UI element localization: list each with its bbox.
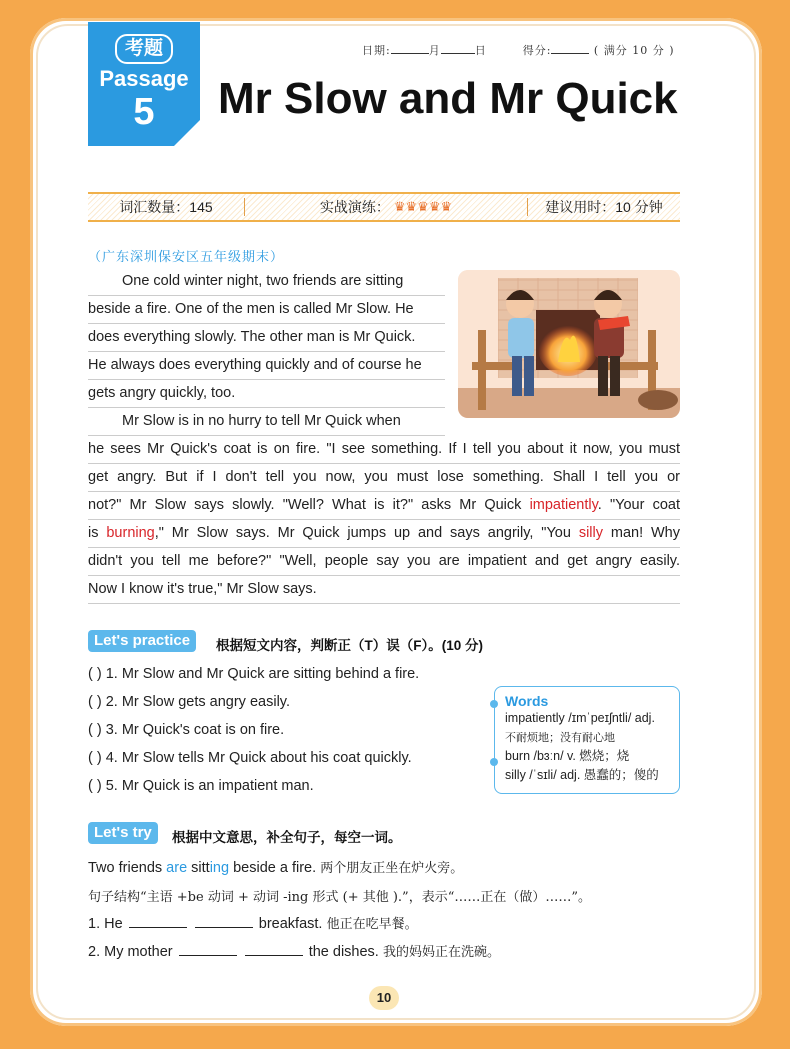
text-span: 1. He <box>88 916 123 932</box>
difficulty <box>244 198 528 216</box>
passage-line: gets angry quickly, too. <box>88 380 445 408</box>
vocab-silly: silly <box>578 525 603 541</box>
text-span: . "Your coat <box>597 497 680 513</box>
info-bar <box>88 192 680 222</box>
text-span: breakfast. <box>258 916 323 932</box>
date-score-line <box>362 42 675 58</box>
text-span: 2. My mother <box>88 944 173 960</box>
passage-line: Now I know it's true," Mr Slow says. <box>88 576 680 604</box>
full-marks: ( 满分 10 分 ) <box>593 44 675 57</box>
month-blank <box>391 44 429 54</box>
practice-tag: Let's practice <box>88 630 196 652</box>
month-label: 月 <box>428 44 441 57</box>
word-impatiently: impatiently /ɪmˈpeɪʃntli/ adj. <box>505 711 655 725</box>
try-instruction: 根据中文意思，补全句子，每空一词。 <box>172 830 402 845</box>
day-label: 日 <box>474 44 487 57</box>
question-4[interactable]: ( ) 4. Mr Slow tells Mr Quick about his coat quickly. <box>88 750 412 766</box>
bullet-dot-icon <box>490 700 498 708</box>
practice-label: 实战演练： <box>319 199 390 215</box>
vocab-impatiently: impatiently <box>529 497 598 513</box>
passage-line: get angry. But if I don't tell you now, you must lose something. Shall I tell you or <box>88 464 680 492</box>
question-1[interactable]: ( ) 1. Mr Slow and Mr Quick are sitting behind a fire. <box>88 666 420 682</box>
practice-instruction: 根据短文内容，判断正（T）误（F）。(10 分) <box>216 638 484 653</box>
word-impatiently-cn: 不耐烦地；没有耐心地 <box>505 731 615 744</box>
passage-wide <box>88 408 680 604</box>
badge-label: 考题 <box>115 34 173 64</box>
passage-line: He always does everything quickly and of course he <box>88 352 445 380</box>
word-count: 词汇数量：145 <box>119 199 213 215</box>
fill-question-2 <box>88 941 500 960</box>
passage-line: he sees Mr Quick's coat is on fire. "I see something. If I tell you about it now, you must <box>88 436 680 464</box>
bullet-dot-icon <box>490 758 498 766</box>
try-tag: Let's try <box>88 822 158 844</box>
source-note: （广东深圳保安区五年级期末） <box>88 250 285 265</box>
words-box <box>494 686 680 794</box>
answer-blank[interactable] <box>129 916 187 928</box>
text-span: not?" Mr Slow says slowly. "Well? What is it?" asks Mr Quick <box>88 497 530 513</box>
crown-icon: ♛♛♛♛♛ <box>393 199 453 214</box>
passage-line: One cold winter night, two friends are sitting <box>88 268 445 296</box>
fill-question-1 <box>88 913 418 932</box>
score-blank <box>551 44 589 54</box>
question-translation: 我的妈妈正在洗碗。 <box>378 945 500 960</box>
badge-number: 5 <box>133 91 155 133</box>
text-span: man! Why <box>602 525 680 541</box>
highlight-ing: ing <box>209 860 230 876</box>
passage-line: does everything slowly. The other man is Mr Quick. <box>88 324 445 352</box>
word-silly: silly /ˈsɪli/ adj. 愚蠢的；傻的 <box>505 768 659 782</box>
answer-blank[interactable] <box>245 944 303 956</box>
answer-blank[interactable] <box>179 944 237 956</box>
badge-passage: Passage <box>99 66 189 91</box>
text-span: ," Mr Slow says. Mr Quick jumps up and says angrily, "You <box>154 525 579 541</box>
question-2[interactable]: ( ) 2. Mr Slow gets angry easily. <box>88 694 290 710</box>
page-number: 10 <box>369 986 399 1010</box>
day-blank <box>441 44 475 54</box>
passage-line: beside a fire. One of the men is called Mr Slow. He <box>88 296 445 324</box>
answer-blank[interactable] <box>195 916 253 928</box>
passage-line <box>88 520 680 548</box>
score-label: 得分: <box>522 44 552 57</box>
words-title: Words <box>505 693 549 709</box>
word-burn: burn /bɜːn/ v. 燃烧；烧 <box>505 749 630 763</box>
suggested-time: 建议用时：10 分钟 <box>545 199 663 215</box>
highlight-are: are <box>166 860 188 876</box>
date-label: 日期: <box>362 44 391 57</box>
question-3[interactable]: ( ) 3. Mr Quick's coat is on fire. <box>88 722 285 738</box>
passage-line: Mr Slow is in no hurry to tell Mr Quick when <box>88 408 445 436</box>
fireplace-illustration <box>458 270 680 418</box>
example-sentence <box>88 857 463 876</box>
vocab-burning: burning <box>106 525 155 541</box>
passage-line <box>88 492 680 520</box>
text-span: sitt <box>187 860 210 876</box>
example-translation: 两个朋友正坐在炉火旁。 <box>316 861 464 876</box>
text-span: Two friends <box>88 860 167 876</box>
question-translation: 他正在吃早餐。 <box>322 917 418 932</box>
text-span: the dishes. <box>308 944 379 960</box>
passage-narrow <box>88 268 445 408</box>
structure-note: 句子结构“主语 +be 动词 + 动词 -ing 形式 (+ 其他 ).”，表示“……正在（做）……”。 <box>88 890 591 905</box>
text-span: beside a fire. <box>229 860 317 876</box>
page-title: Mr Slow and Mr Quick <box>218 74 678 123</box>
text-span: is <box>88 525 107 541</box>
passage-line: didn't you tell me before?" "Well, people say you are impatient and get angry easily. <box>88 548 680 576</box>
passage-badge <box>88 22 200 146</box>
question-5[interactable]: ( ) 5. Mr Quick is an impatient man. <box>88 778 314 794</box>
